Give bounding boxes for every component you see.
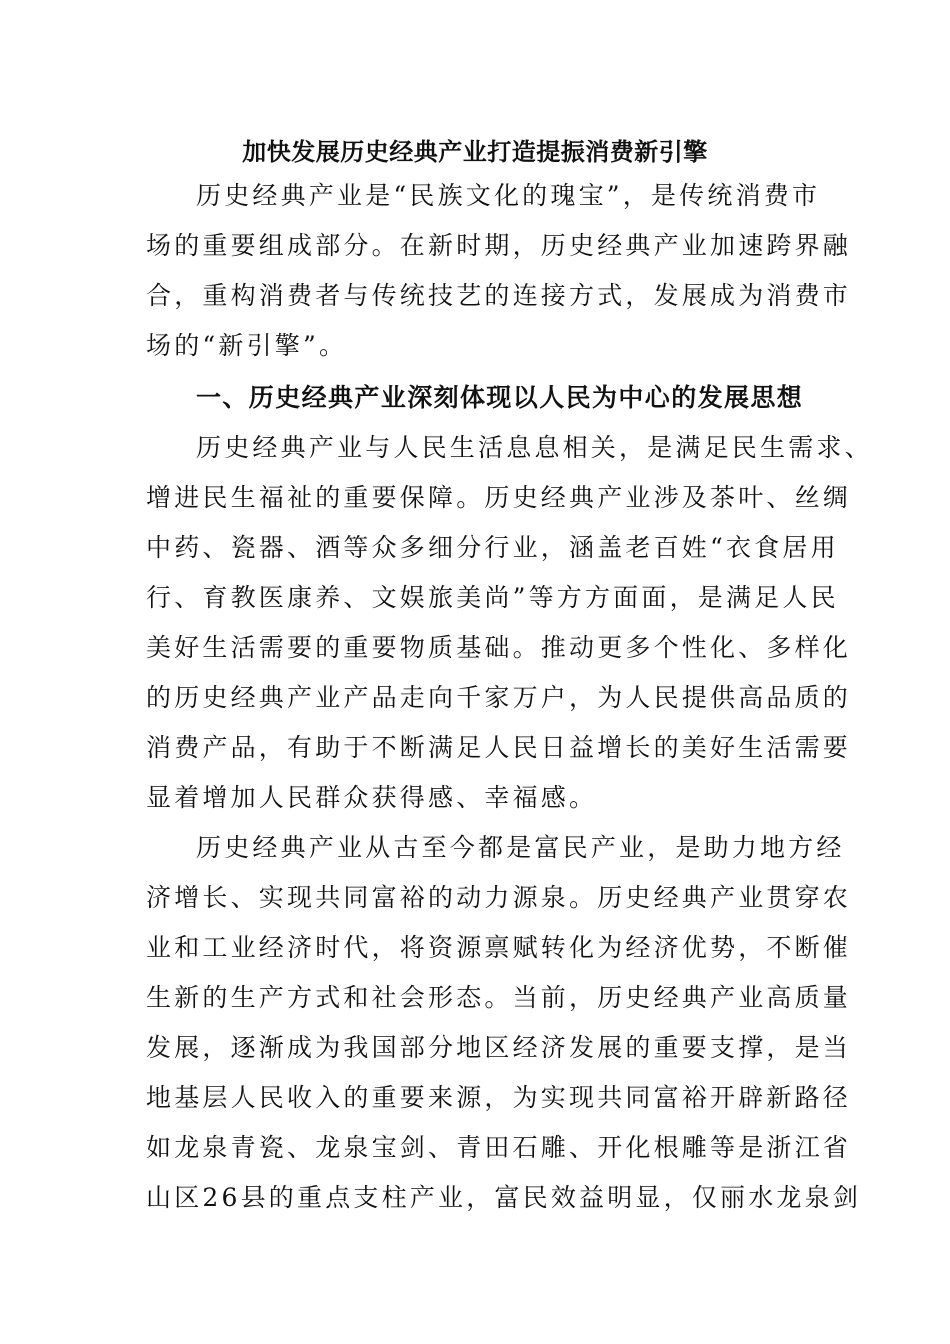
paragraph-line: 地基层人民收入的重要来源，为实现共同富裕开辟新路径 — [146, 1083, 852, 1112]
paragraph-line: 合，重构消费者与传统技艺的连接方式，发展成为消费市 — [146, 281, 852, 310]
paragraph-line: 业和工业经济时代，将资源禀赋转化为经济优势，不断催 — [146, 933, 852, 962]
paragraph-line: 显着增加人民群众获得感、幸福感。 — [146, 783, 598, 812]
paragraph-line: 中药、瓷器、酒等众多细分行业，涵盖老百姓“衣食居用 — [146, 533, 839, 562]
paragraph-line: 美好生活需要的重要物质基础。推动更多个性化、多样化 — [146, 633, 852, 662]
paragraph-line: 的历史经典产业产品走向千家万户，为人民提供高品质的 — [146, 683, 852, 712]
paragraph-line: 历史经典产业与人民生活息息相关，是满足民生需求、 — [196, 433, 873, 462]
paragraph-line: 消费产品，有助于不断满足人民日益增长的美好生活需要 — [146, 733, 852, 762]
paragraph-line: 场的重要组成部分。在新时期，历史经典产业加速跨界融 — [146, 231, 852, 260]
paragraph-line: 行、育教医康养、文娱旅美尚”等方方面面，是满足人民 — [146, 583, 839, 612]
document-title: 加快发展历史经典产业打造提振消费新引擎 — [242, 137, 708, 166]
paragraph-line: 山区26县的重点支柱产业，富民效益明显，仅丽水龙泉剑 — [146, 1183, 862, 1212]
paragraph-line: 济增长、实现共同富裕的动力源泉。历史经典产业贯穿农 — [146, 883, 852, 912]
section-heading: 一、历史经典产业深刻体现以人民为中心的发展思想 — [196, 383, 804, 412]
paragraph-line: 历史经典产业是“民族文化的瑰宝”，是传统消费市 — [196, 181, 821, 210]
paragraph-line: 增进民生福祉的重要保障。历史经典产业涉及茶叶、丝绸 — [146, 483, 852, 512]
paragraph-line: 生新的生产方式和社会形态。当前，历史经典产业高质量 — [146, 983, 852, 1012]
paragraph-line: 场的“新引擎”。 — [146, 331, 348, 360]
paragraph-line: 如龙泉青瓷、龙泉宝剑、青田石雕、开化根雕等是浙江省 — [146, 1133, 852, 1162]
paragraph-line: 发展，逐渐成为我国部分地区经济发展的重要支撑，是当 — [146, 1033, 852, 1062]
paragraph-line: 历史经典产业从古至今都是富民产业，是助力地方经 — [196, 833, 845, 862]
